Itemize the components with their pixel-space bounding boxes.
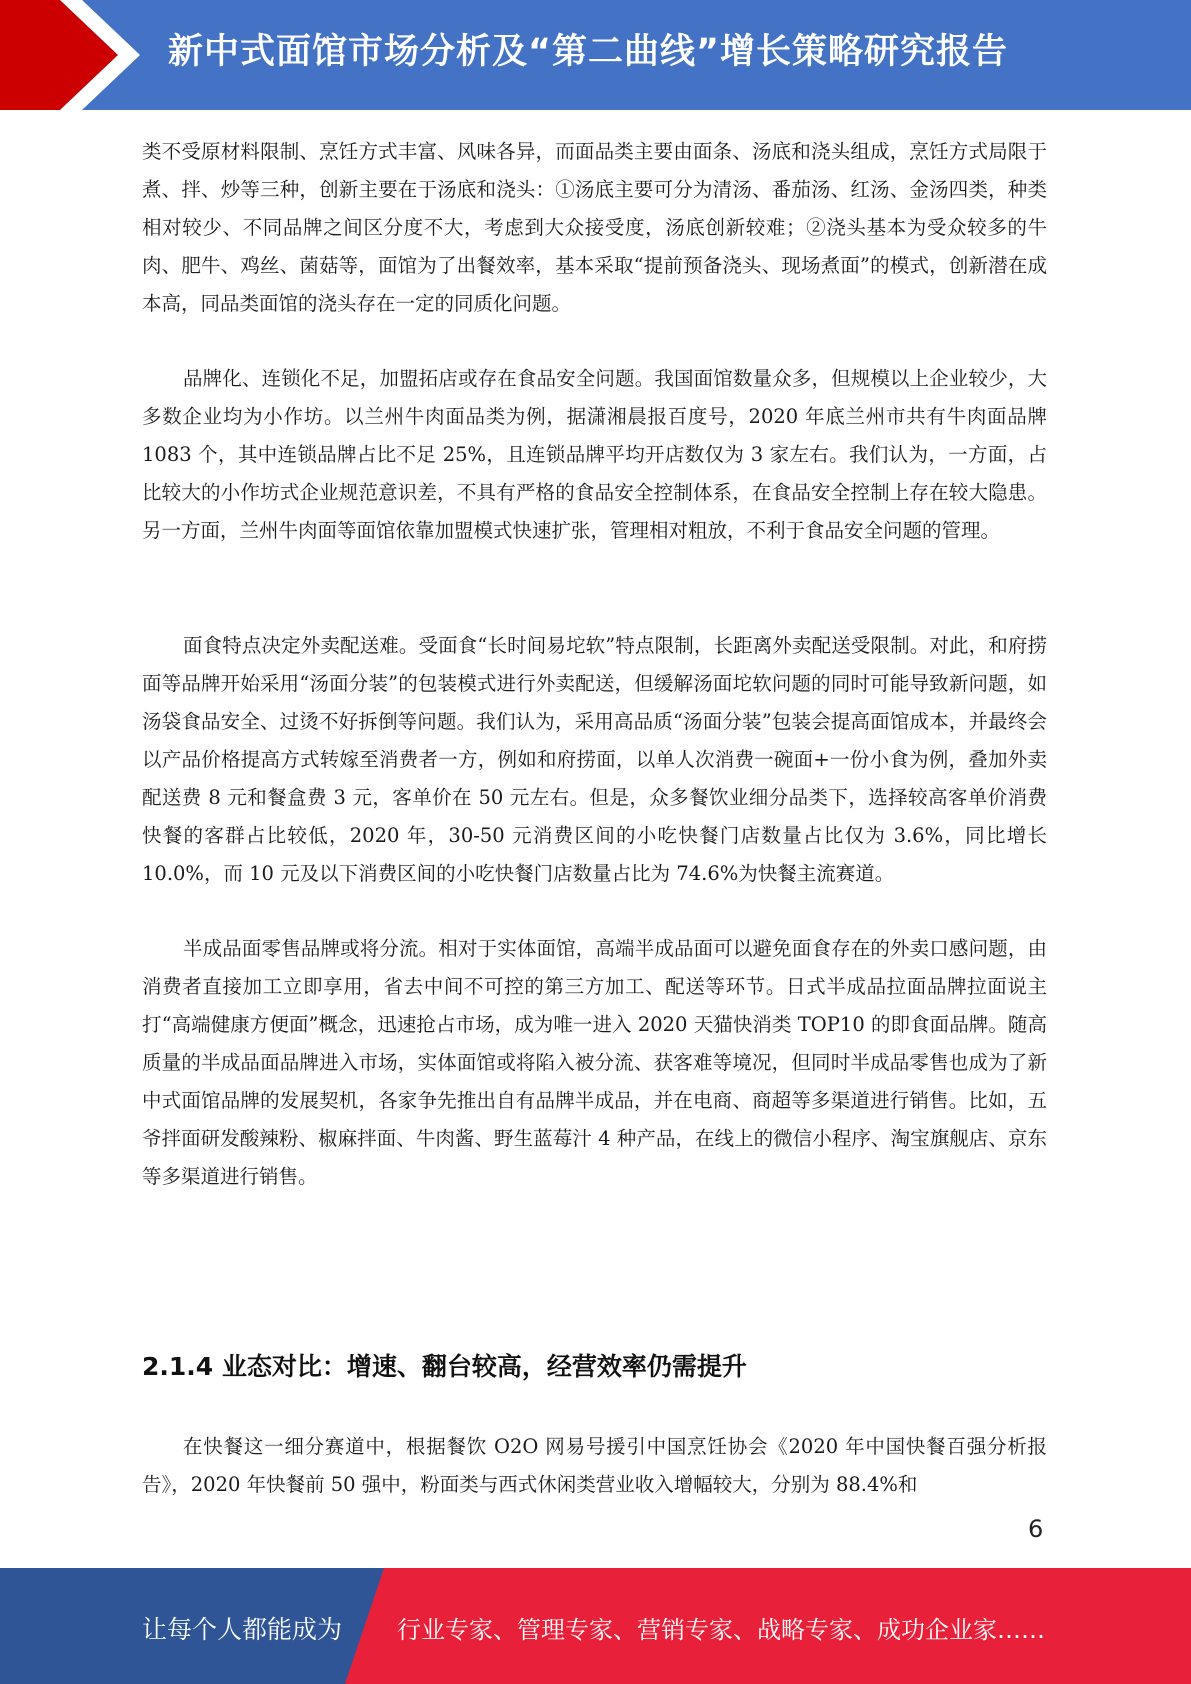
paragraph-semi-finished: 半成品面零售品牌或将分流。相对于实体面馆，高端半成品面可以避免面食存在的外卖口感问题，由消费者直接加工立即享用，省去中间不可控的第三方加工、配送等环节。日式半成品拉面品牌拉面说主打“高端健康方便面”概念，迅速抢占市场，成为唯一进入 2020 天猫快消类 TOP10 的即食面品牌。随高质量的半成品面品牌进入市场，实体面馆或将陷入被分流、获客难等境况，但同时半成品零售也成为了新中式面馆品牌的发展契机，各家争先推出自有品牌半成品，并在电商、商超等多渠道进行销售。比如，五爷拌面研发酸辣粉、椒麻拌面、牛肉酱、野生蓝莓汁 4 种产品，在线上的微信小程序、淘宝旗舰店、京东等多渠道进行销售。 [142,937,1047,1188]
footer-slogan-left: 让每个人都能成为 [142,1615,343,1644]
header-banner [0,0,1191,110]
footer-banner [0,1568,1191,1684]
paragraph-branding: 品牌化、连锁化不足，加盟拓店或存在食品安全问题。我国面馆数量众多，但规模以上企业较少，大多数企业均为小作坊。以兰州牛肉面品类为例，据潇湘晨报百度号，2020 年底兰州市共有牛肉面品牌 1083 个，其中连锁品牌占比不足 25%，且连锁品牌平均开店数仅为 3 家左右。我们认为，一方面，占比较大的小作坊式企业规范意识差，不具有严格的食品安全控制体系，在食品安全控制上存在较大隐患。另一方面，兰州牛肉面等面馆依靠加盟模式快速扩张，管理相对粗放，不利于食品安全问题的管理。 [142,367,1047,542]
paragraph-continued: 类不受原材料限制、烹饪方式丰富、风味各异，而面品类主要由面条、汤底和浇头组成，烹饪方式局限于煮、拌、炒等三种，创新主要在于汤底和浇头：①汤底主要可分为清汤、番茄汤、红汤、金汤四类，种类相对较少、不同品牌之间区分度不大，考虑到大众接受度，汤底创新较难；②浇头基本为受众较多的牛肉、肥牛、鸡丝、菌菇等，面馆为了出餐效率，基本采取“提前预备浇头、现场煮面”的模式，创新潜在成本高，同品类面馆的浇头存在一定的同质化问题。 [142,140,1047,315]
footer-slogan-right: 行业专家、管理专家、营销专家、战略专家、成功企业家…… [397,1616,1045,1644]
section-heading: 2.1.4 业态对比：增速、翻台较高，经营效率仍需提升 [142,1352,747,1381]
section-body [142,1428,1047,1504]
document-title: 新中式面馆市场分析及“第二曲线”增长策略研究报告 [168,32,1009,72]
paragraph-fast-food: 在快餐这一细分赛道中，根据餐饮 O2O 网易号援引中国烹饪协会《2020 年中国快餐百强分析报告》，2020 年快餐前 50 强中，粉面类与西式休闲类营业收入增幅较大，分别为 88.4%和 [142,1435,1047,1496]
paragraph-delivery: 面食特点决定外卖配送难。受面食“长时间易坨软”特点限制，长距离外卖配送受限制。对此，和府捞面等品牌开始采用“汤面分装”的包装模式进行外卖配送，但缓解汤面坨软问题的同时可能导致新问题，如汤袋食品安全、过烫不好拆倒等问题。我们认为，采用高品质“汤面分装”包装会提高面馆成本，并最终会以产品价格提高方式转嫁至消费者一方，例如和府捞面，以单人次消费一碗面+一份小食为例，叠加外卖配送费 8 元和餐盒费 3 元，客单价在 50 元左右。但是，众多餐饮业细分品类下，选择较高客单价消费快餐的客群占比较低，2020 年，30-50 元消费区间的小吃快餐门店数量占比仅为 3.6%，同比增长 10.0%，而 10 元及以下消费区间的小吃快餐门店数量占比为 74.6%为快餐主流赛道。 [142,634,1047,885]
document-body [142,133,1047,1196]
page-number: 6 [1028,1515,1044,1543]
